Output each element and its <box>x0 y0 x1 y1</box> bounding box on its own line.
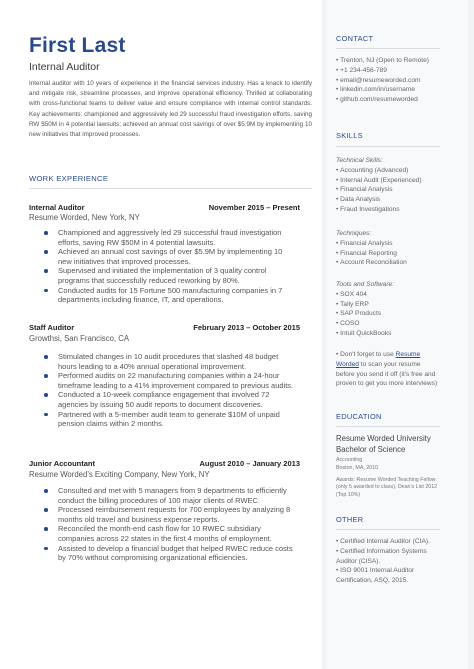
work-experience-heading: WORK EXPERIENCE <box>29 174 109 183</box>
skill-item: • Data Analysis <box>336 196 381 204</box>
section-divider <box>336 529 440 530</box>
skill-item: • COSO <box>336 320 360 328</box>
certifications-list <box>336 537 440 586</box>
skills-tools-list <box>336 280 394 339</box>
section-divider <box>336 48 440 49</box>
professional-summary: Internal auditor with 10 years of experience in the financial services industry. Has a knack to identify and mitigate risk, streamline processes, and improve operational efficiency. Thrilled at collaborating with cross-functional teams to deliver value and ensure compliance with internal control standards. Key achievements: championed and aggressively led 29 successful fraud investigation efforts, saving RW $50M in 4 potential lawsuits; achieved an annual cost savings of over $5.9M by implementing 10 new initiatives that improved processes. <box>29 80 312 139</box>
contact-list <box>336 56 429 105</box>
certification-item: • Certified Information Systems Auditor (CISA). <box>336 547 427 565</box>
job-bullet <box>0 524 322 543</box>
resume-tip-note: • Don't forget to use Resume Worded to scan your resume before you send it off (it's free and proven to get you more interviews) <box>336 351 438 388</box>
job-bullet <box>0 352 322 371</box>
section-divider <box>336 426 440 427</box>
job-company: Resume Worded, New York, NY <box>29 213 140 222</box>
skill-item: • Intuit QuickBooks <box>336 329 392 337</box>
bullet-dot <box>44 413 48 417</box>
skills-techniques-list <box>336 229 407 268</box>
section-divider <box>29 188 312 189</box>
bullet-dot <box>44 527 48 531</box>
contact-email-link[interactable]: • email@resumeworded.com <box>336 76 421 84</box>
candidate-title: Internal Auditor <box>29 61 100 73</box>
other-heading: OTHER <box>336 515 364 524</box>
field-of-study: Accounting <box>336 457 363 463</box>
skill-item: • Financial Reporting <box>336 249 397 257</box>
bullet-text: Achieved an annual cost savings of over $5.9M by implementing 10 new initiatives that improved processes. <box>58 247 283 266</box>
degree: Bachelor of Science <box>336 445 406 454</box>
bullet-dot <box>44 250 48 254</box>
skill-item: • Financial Analysis <box>336 186 393 194</box>
job-bullet <box>0 544 322 563</box>
job-bullets <box>0 228 322 305</box>
education-location-date: Boston, MA, 2010 <box>336 465 379 471</box>
contact-location: • Trenton, NJ (Open to Remote) <box>336 57 429 64</box>
job-bullet <box>0 390 322 409</box>
bullet-dot <box>44 508 48 512</box>
bullet-dot <box>44 289 48 293</box>
skill-group-label: Tools and Software: <box>336 281 395 288</box>
bullet-text: Stimulated changes in 10 audit procedures that slashed 48 budget hours leading to a 40% annual operational improvement. <box>58 352 279 371</box>
bullet-dot <box>44 231 48 235</box>
certification-item: • Certified Internal Auditor (CIA). <box>336 538 430 545</box>
skill-item: • Account Reconciliation <box>336 259 407 267</box>
skill-group-label: Technical Skills: <box>336 157 383 164</box>
skill-group-label: Techniques: <box>336 230 372 237</box>
resume-worded-link[interactable]: Resume Worded <box>336 351 421 368</box>
job-dates: February 2013 – October 2015 <box>193 323 300 332</box>
skills-heading: SKILLS <box>336 131 363 140</box>
candidate-name: First Last <box>29 34 126 57</box>
job-bullets <box>0 352 322 429</box>
school-name: Resume Worded University <box>336 434 431 443</box>
skills-technical-list <box>336 156 422 215</box>
skill-item: • SOX 404 <box>336 290 367 298</box>
contact-linkedin-link[interactable]: • linkedin.com/in/username <box>336 86 415 94</box>
skill-item: • Accounting (Advanced) <box>336 166 409 174</box>
job-bullets <box>0 486 322 563</box>
bullet-dot <box>44 547 48 551</box>
skill-item: • Internal Audit (Experienced) <box>336 176 422 184</box>
job-dates: November 2015 – Present <box>208 203 300 212</box>
bullet-text: Partnered with a 5-member audit team to generate $10M of unpaid pension claims within 2 months. <box>58 409 280 429</box>
education-heading: EDUCATION <box>336 412 382 421</box>
job-bullet <box>0 247 322 266</box>
job-bullet <box>0 228 322 247</box>
contact-phone: • +1 234-456-789 <box>336 66 387 74</box>
bullet-dot <box>44 355 48 359</box>
job-title: Internal Auditor <box>29 203 85 212</box>
section-divider <box>336 146 440 147</box>
job-bullet <box>0 266 322 285</box>
job-title: Junior Accountant <box>29 459 95 468</box>
skill-item: • SAP Products <box>336 310 382 318</box>
job-bullet <box>0 371 322 390</box>
bullet-text: Assisted to develop a financial budget that helped RWEC reduce costs by 70% without compromising organizational efficiencies. <box>58 543 293 563</box>
skill-item: • Financial Analysis <box>336 239 393 247</box>
education-awards: Awards: Resume Worded Teaching Fellow (only 5 awarded to class), Dean's List 2012 (Top 10%) <box>336 477 438 498</box>
contact-heading: CONTACT <box>336 34 374 43</box>
job-bullet <box>0 505 322 524</box>
bullet-text: Supervised and initiated the implementation of 3 quality control programs that successfully reduced reworking by 80%. <box>58 266 267 285</box>
certification-item: • ISO 9001 Internal Auditor Certification, ASQ, 2015. <box>336 567 415 585</box>
bullet-dot <box>44 374 48 378</box>
bullet-text: Conducted a 10-week compliance engagement that involved 72 agencies by issuing 50 audit reports to document discoveries. <box>58 390 270 409</box>
bullet-dot <box>44 269 48 273</box>
contact-github-link[interactable]: • github.com/resumeworded <box>336 96 418 104</box>
job-company: Growthsi, San Francisco, CA <box>29 334 130 343</box>
bullet-text: Conducted audits for 15 Fortune 500 manufacturing companies in 7 departments including finance, IT, and operations. <box>58 285 283 305</box>
bullet-text: Performed audits on 22 manufacturing companies within a 24-hour timeframe leading to a 41% improvement compared to previous audits. <box>58 371 294 390</box>
job-title: Staff Auditor <box>29 323 75 332</box>
job-bullet <box>0 286 322 305</box>
job-dates: August 2010 – January 2013 <box>199 459 300 468</box>
bullet-text: Consulted and met with 5 managers from 9 departments to efficiently conduct the billing procedures of 100 major clients of RWEC. <box>58 486 287 505</box>
bullet-dot <box>44 489 48 493</box>
skill-item: • Fraud Investigations <box>336 205 400 213</box>
skill-item: • Tally ERP <box>336 300 369 308</box>
bullet-text: Processed reimbursement requests for 700 employees by analyzing 8 months old travel and business expense reports. <box>58 505 291 524</box>
job-bullet <box>0 410 322 429</box>
bullet-text: Reconciled the month-end cash flow for 10 RWEC subsidiary companies across 22 states in the first 4 months of employment. <box>58 524 272 543</box>
job-bullet <box>0 486 322 505</box>
job-company: Resume Worded's Exciting Company, New York, NY <box>29 470 210 479</box>
bullet-dot <box>44 393 48 397</box>
bullet-text: Championed and aggressively led 29 successful fraud investigation efforts, saving RW $50M in 4 potential lawsuits. <box>58 228 282 247</box>
